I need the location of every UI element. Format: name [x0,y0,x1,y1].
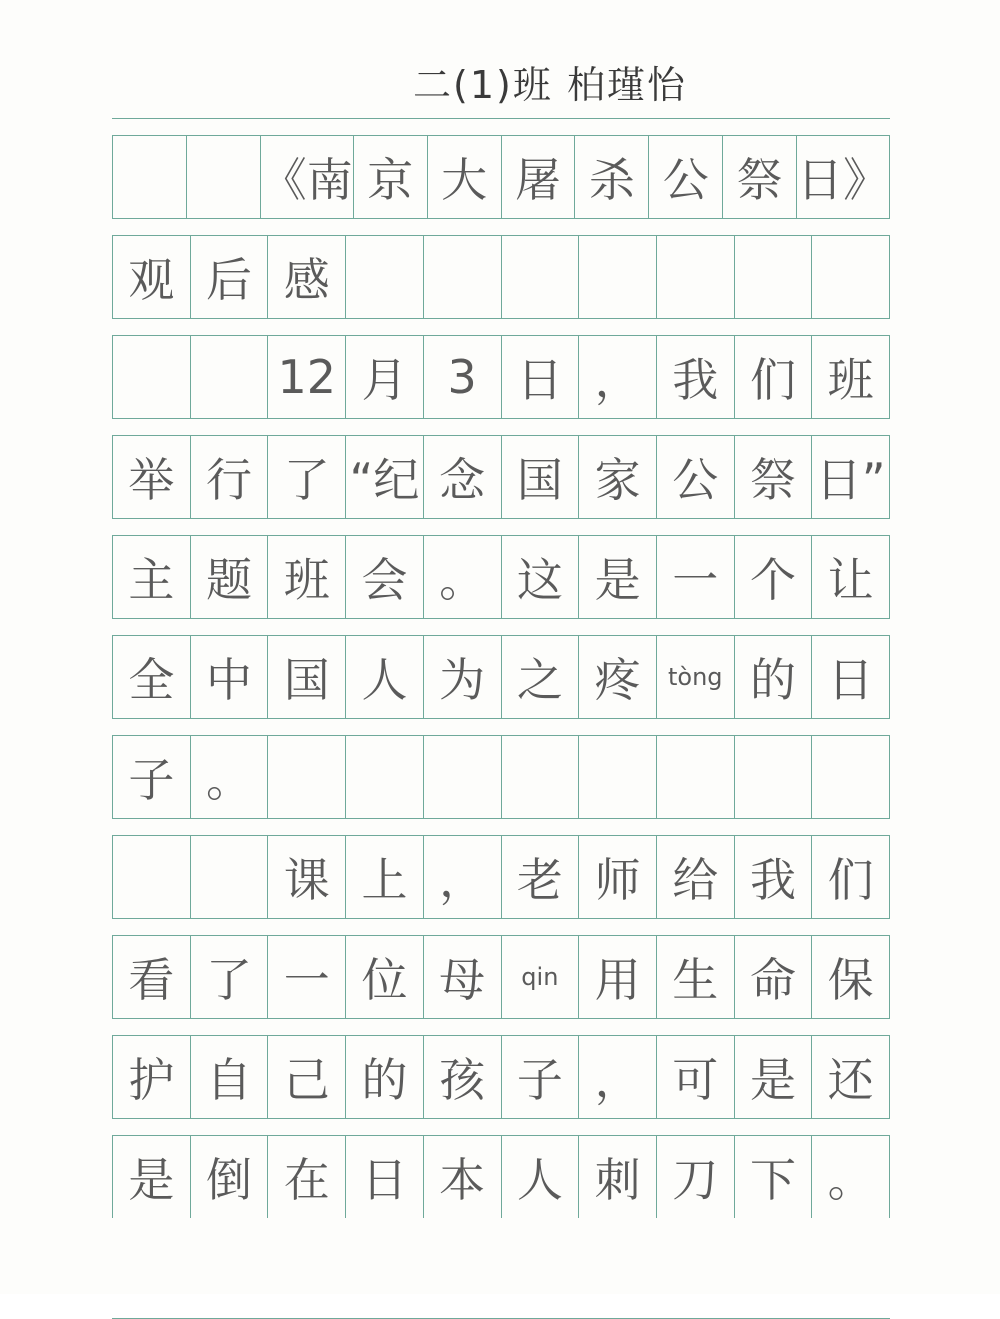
grid-cell: tòng [657,636,735,718]
row-cells [112,236,890,318]
grid-cell: 班 [812,336,890,418]
row-separator-band [112,1018,890,1036]
grid-cell [187,136,261,218]
grid-cell [579,736,657,818]
grid-cell [657,236,735,318]
grid-cell: 。 [424,536,502,618]
grid-cell: 全 [113,636,191,718]
grid-cell: 位 [346,936,424,1018]
row-cells [112,1136,890,1218]
grid-cell: 人 [346,636,424,718]
grid-cell: 我 [657,336,735,418]
grid-cell: 一 [657,536,735,618]
grid-cell: 孩 [424,1036,502,1118]
grid-cell: 了 [191,936,269,1018]
grid-cell: 人 [502,1136,580,1218]
grid-cell: 个 [735,536,813,618]
grid-cell: 倒 [191,1136,269,1218]
grid-cell [268,736,346,818]
grid-cell: 之 [502,636,580,718]
grid-cell [502,736,580,818]
grid-cell [812,736,890,818]
grid-cell: 会 [346,536,424,618]
grid-cell [735,736,813,818]
grid-cell [346,736,424,818]
grid-cell: 母 [424,936,502,1018]
grid-cell: 的 [735,636,813,718]
grid-row [112,418,890,518]
grid-cell: 国 [502,436,580,518]
grid-cell: 护 [113,1036,191,1118]
grid-cell: 。 [191,736,269,818]
row-separator-band [112,918,890,936]
grid-cell: 3 [424,336,502,418]
row-separator-band [112,418,890,436]
grid-cell: 。 [812,1136,890,1218]
grid-row [112,1018,890,1118]
grid-cell: 看 [113,936,191,1018]
grid-cell: 师 [579,836,657,918]
row-cells [112,736,890,818]
grid-cell [191,336,269,418]
grid-cell: 这 [502,536,580,618]
grid-cell: 己 [268,1036,346,1118]
grid-cell [346,236,424,318]
row-cells [112,836,890,918]
grid-row [112,918,890,1018]
grid-cell: 疼 [579,636,657,718]
grid-row [112,818,890,918]
grid-cell: 保 [812,936,890,1018]
grid-cell [424,736,502,818]
grid-cell: 中 [191,636,269,718]
row-separator-band [112,818,890,836]
grid-cell: 国 [268,636,346,718]
grid-cell [579,236,657,318]
grid-cell: 上 [346,836,424,918]
grid-cell: 班 [268,536,346,618]
grid-cell: 子 [502,1036,580,1118]
grid-cell: 刀 [657,1136,735,1218]
grid-cell: 一 [268,936,346,1018]
grid-cell: 命 [735,936,813,1018]
row-separator-band [112,518,890,536]
grid-cell [191,836,269,918]
grid-cell: 是 [579,536,657,618]
grid-cell: ， [579,336,657,418]
grid-cell: 题 [191,536,269,618]
grid-cell: 家 [579,436,657,518]
grid-cell [735,236,813,318]
grid-cell: 日 [502,336,580,418]
grid-cell: 12 [268,336,346,418]
grid-row [112,618,890,718]
grid-cell: 用 [579,936,657,1018]
row-cells [112,336,890,418]
grid-cell: 为 [424,636,502,718]
grid-cell: 大 [428,136,502,218]
writing-grid [112,118,890,1218]
grid-cell: 给 [657,836,735,918]
grid-cell: 京 [354,136,428,218]
grid-cell [812,236,890,318]
grid-row [112,718,890,818]
grid-cell [657,736,735,818]
grid-cell: 我 [735,836,813,918]
grid-cell [113,836,191,918]
grid-cell: 是 [735,1036,813,1118]
grid-cell: 祭 [735,436,813,518]
grid-cell: 行 [191,436,269,518]
grid-cell: 观 [113,236,191,318]
grid-cell: 课 [268,836,346,918]
grid-cell: 后 [191,236,269,318]
grid-cell: 们 [812,836,890,918]
grid-cell: 祭 [723,136,797,218]
grid-cell: 公 [657,436,735,518]
grid-cell: 的 [346,1036,424,1118]
grid-cell: 屠 [502,136,576,218]
grid-cell: 下 [735,1136,813,1218]
grid-cell: 日” [812,436,890,518]
grid-cell: 杀 [575,136,649,218]
grid-cell: 主 [113,536,191,618]
row-separator-band [112,718,890,736]
author-title: 二(1)班 柏瑾怡 [413,63,687,107]
grid-cell: 日》 [797,136,890,218]
grid-cell: 念 [424,436,502,518]
grid-row [112,518,890,618]
grid-cell: 还 [812,1036,890,1118]
grid-row [112,1118,890,1218]
grid-row [112,218,890,318]
grid-cell: 自 [191,1036,269,1118]
row-cells [112,1036,890,1118]
grid-cell: 可 [657,1036,735,1118]
row-separator-band [112,118,890,136]
row-cells [112,436,890,518]
grid-cell: 了 [268,436,346,518]
row-separator-band [112,1118,890,1136]
grid-cell: 是 [113,1136,191,1218]
row-separator-band [112,318,890,336]
grid-cell: ， [579,1036,657,1118]
grid-cell [502,236,580,318]
grid-cell: 老 [502,836,580,918]
grid-cell [113,136,187,218]
row-cells [112,136,890,218]
row-cells [112,636,890,718]
grid-cell: 让 [812,536,890,618]
grid-cell: 月 [346,336,424,418]
grid-cell: 日 [346,1136,424,1218]
grid-cell: 们 [735,336,813,418]
grid-cell: 感 [268,236,346,318]
grid-cell: 刺 [579,1136,657,1218]
row-cells [112,936,890,1018]
grid-cell [424,236,502,318]
grid-cell: 生 [657,936,735,1018]
grid-cell: 《南 [261,136,354,218]
grid-cell: ， [424,836,502,918]
row-separator-band [112,618,890,636]
grid-cell: qin [502,936,580,1018]
grid-cell [113,336,191,418]
grid-cell: 子 [113,736,191,818]
grid-cell: 公 [649,136,723,218]
grid-cell: 本 [424,1136,502,1218]
row-cells [112,536,890,618]
grid-cell: 在 [268,1136,346,1218]
row-separator-band [112,218,890,236]
grid-row [112,318,890,418]
grid-cell: “纪 [346,436,424,518]
grid-row [112,118,890,218]
grid-cell: 举 [113,436,191,518]
grid-cell: 日 [812,636,890,718]
